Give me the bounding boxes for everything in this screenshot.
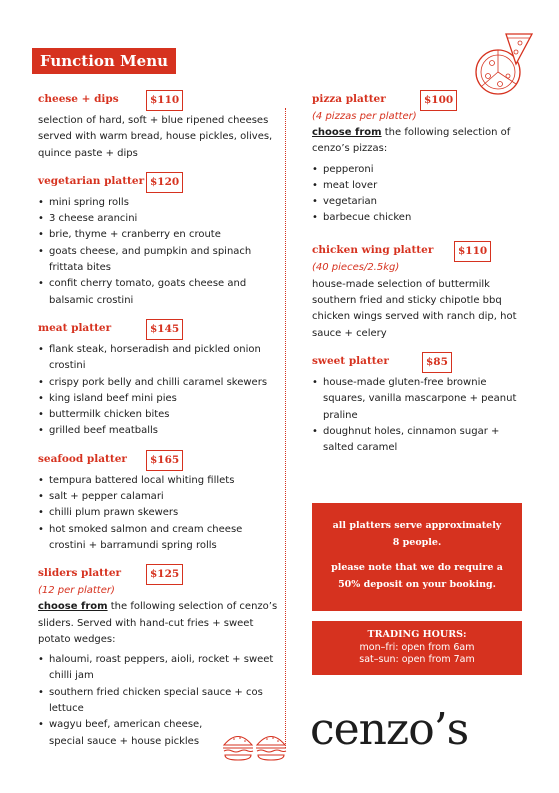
sliders-section	[38, 564, 278, 750]
list-item: • vegetarian	[312, 194, 524, 210]
list-item: • salt + pepper calamari	[38, 489, 278, 505]
sliders-burger-icon	[220, 730, 290, 762]
intro-text: the following selection of cenzo’s pizzas:	[312, 127, 511, 155]
sweet-section	[312, 352, 524, 456]
price-tag: $100	[420, 90, 457, 111]
list-item: • tempura battered local whiting fillets	[38, 473, 278, 489]
section-subtitle: (4 pizzas per platter)	[312, 111, 417, 122]
list-item: • 3 cheese arancini	[38, 211, 278, 227]
column-divider	[285, 108, 286, 748]
serving-note: all platters serve approximately 8 people.	[332, 520, 502, 548]
choose-from-label: choose from	[38, 601, 108, 613]
list-item: • southern fried chicken special sauce + cos lettuce	[38, 685, 278, 718]
intro-text: the following selection of cenzo’s sliders. Served with hand-cut fries + sweet potato wedges:	[38, 601, 278, 645]
section-title: cheese + dips	[38, 93, 119, 105]
price-tag: $145	[146, 319, 183, 340]
section-description: house-made selection of buttermilk southern fried and sticky chipotle bbq chicken wings served with ranch dip, hot sauce + celery	[312, 278, 517, 339]
menu-title: Function Menu	[32, 48, 176, 74]
section-title: sweet platter	[312, 354, 389, 367]
section-intro	[312, 125, 524, 158]
list-item: • mini spring rolls	[38, 195, 278, 211]
weekday-hours: mon–fri: open from 6am	[359, 641, 475, 653]
price-tag: $120	[146, 172, 183, 193]
wing-section	[312, 241, 524, 342]
list-item: • hot smoked salmon and cream cheese crostini + barramundi spring rolls	[38, 522, 278, 555]
list-item: • barbecue chicken	[312, 210, 524, 226]
price-tag: $110	[146, 90, 183, 111]
seafood-section	[38, 450, 278, 554]
price-tag: $110	[454, 241, 491, 262]
list-item: • doughnut holes, cinnamon sugar + salted caramel	[312, 424, 524, 457]
trading-hours-title: TRADING HOURS:	[367, 629, 467, 640]
pizza-section	[312, 90, 524, 227]
deposit-note: please note that we do require a 50% deposit on your booking.	[331, 562, 503, 590]
vegetarian-section	[38, 172, 278, 309]
section-title: meat platter	[38, 321, 112, 334]
section-subtitle: (12 per platter)	[38, 585, 115, 597]
list-item: • flank steak, horseradish and pickled onion crostini	[38, 342, 278, 375]
list-item: • buttermilk chicken bites	[38, 407, 278, 423]
price-tag: $125	[146, 564, 183, 585]
list-item: • king island beef mini pies	[38, 391, 278, 407]
section-title: seafood platter	[38, 452, 127, 465]
list-item: • haloumi, roast peppers, aioli, rocket + sweet chilli jam	[38, 652, 278, 685]
section-title: chicken wing platter	[312, 243, 434, 256]
list-item: • meat lover	[312, 178, 524, 194]
meat-section	[38, 319, 278, 440]
section-title: sliders platter	[38, 567, 122, 580]
list-item: • wagyu beef, american cheese, special sauce + house pickles	[38, 717, 278, 750]
section-title: vegetarian platter	[38, 174, 145, 187]
list-item: • crispy pork belly and chilli caramel skewers	[38, 375, 278, 391]
list-item: • goats cheese, and pumpkin and spinach frittata bites	[38, 244, 278, 277]
trading-hours-box	[312, 621, 522, 675]
weekend-hours: sat–sun: open from 7am	[359, 654, 475, 665]
section-subtitle: (40 pieces/2.5kg)	[312, 261, 400, 273]
list-item: • brie, thyme + cranberry en croute	[38, 227, 278, 243]
list-item: • confit cherry tomato, goats cheese and balsamic crostini	[38, 276, 278, 309]
list-item: • pepperoni	[312, 162, 524, 178]
right-column	[312, 90, 524, 456]
price-tag: $85	[422, 352, 452, 373]
cenzos-logo: cenzo’s	[310, 704, 469, 755]
cheese-section	[38, 90, 278, 162]
platter-info-box	[312, 503, 522, 611]
section-description: selection of hard, soft + blue ripened cheeses served with warm bread, house pickles, olives, quince paste + dips	[38, 115, 273, 159]
section-intro	[38, 599, 278, 648]
list-item: • chilli plum prawn skewers	[38, 505, 278, 521]
left-column	[38, 90, 278, 750]
list-item: • grilled beef meatballs	[38, 423, 278, 439]
choose-from-label: choose from	[312, 127, 382, 138]
list-item: • house-made gluten-free brownie squares, vanilla mascarpone + peanut praline	[312, 375, 524, 424]
section-title: pizza platter	[312, 93, 386, 105]
price-tag: $165	[146, 450, 183, 471]
